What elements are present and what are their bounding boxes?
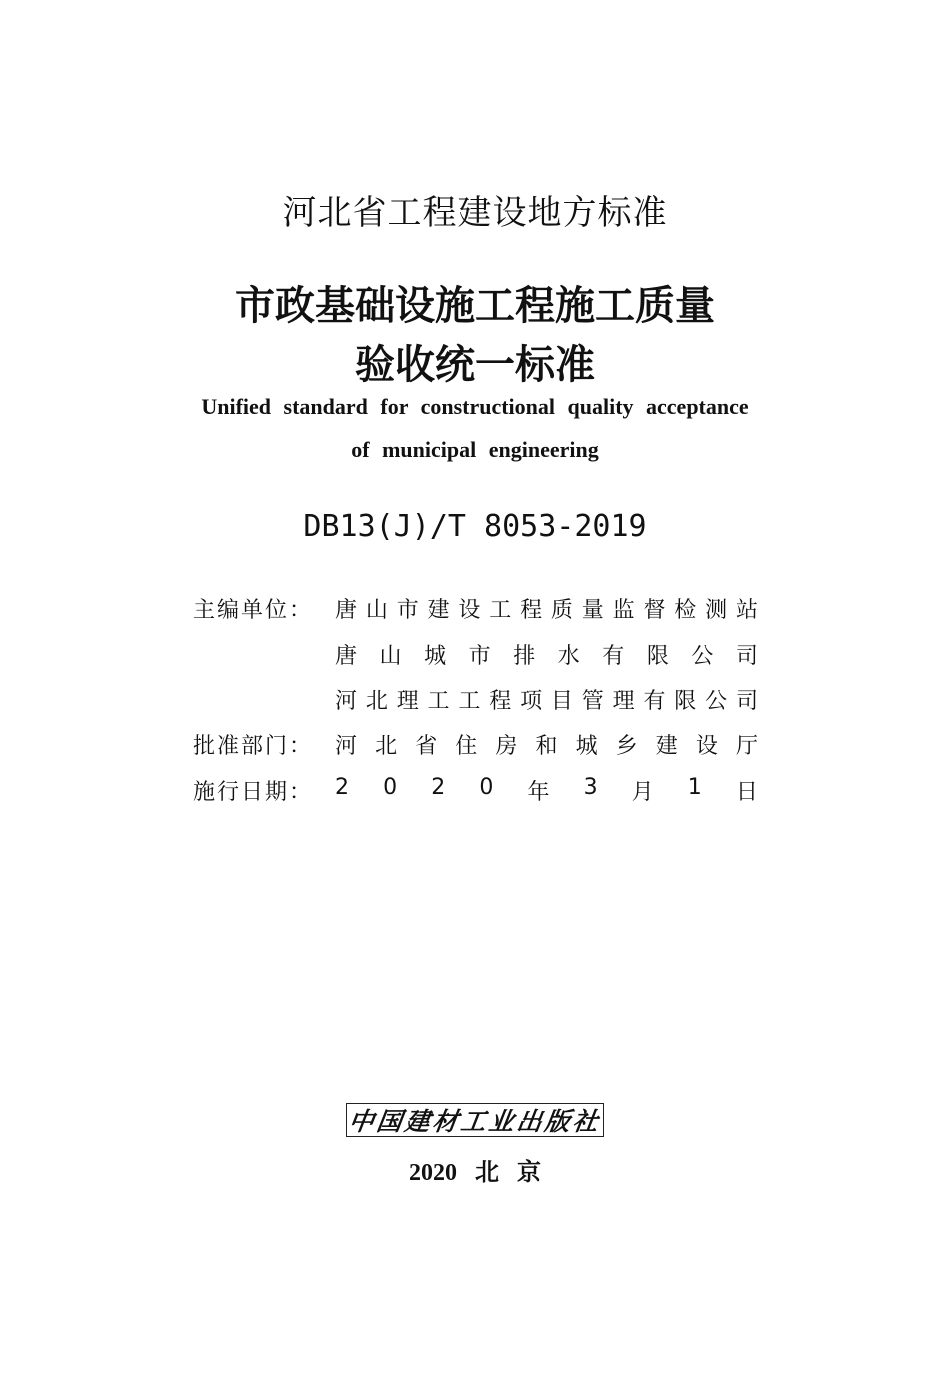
publication-place: 2020 北 京 xyxy=(409,1160,541,1186)
title-zh-line1: 市政基础设施工程施工质量 xyxy=(235,282,715,329)
title-en-line1: Unified standard for constructional quality acceptance xyxy=(201,394,749,419)
approval-label: 批准部门： xyxy=(193,734,314,759)
chief-editor-label: 主编单位： xyxy=(193,598,314,623)
info-row-chief-editor-3 xyxy=(0,684,950,720)
series-title: 河北省工程建设地方标准 xyxy=(282,193,668,233)
info-row-effective-date xyxy=(0,775,950,811)
chief-editor-unit-1: 唐 山 市 建 设 工 程 质 量 监 督 检 测 站 xyxy=(335,598,758,623)
standard-code: DB13(J)/T 8053-2019 xyxy=(303,509,647,544)
publisher-logo xyxy=(346,1103,604,1137)
chief-editor-unit-2: 唐 山 城 市 排 水 有 限 公 司 xyxy=(335,644,758,669)
effective-date-value: 2 0 2 0 年 3 月 1 日 xyxy=(335,775,758,805)
title-zh-line2: 验收统一标准 xyxy=(355,341,595,388)
info-row-chief-editor-1 xyxy=(0,593,950,629)
approval-value: 河 北 省 住 房 和 城 乡 建 设 厅 xyxy=(335,734,758,759)
info-row-approval xyxy=(0,729,950,765)
info-row-chief-editor-2 xyxy=(0,639,950,675)
publisher-name: 中国建材工业出版社 xyxy=(346,1107,603,1136)
chief-editor-unit-3: 河 北 理 工 工 程 项 目 管 理 有 限 公 司 xyxy=(335,689,758,714)
effective-date-label: 施行日期： xyxy=(193,780,314,805)
title-en-line2: of municipal engineering xyxy=(351,437,599,462)
